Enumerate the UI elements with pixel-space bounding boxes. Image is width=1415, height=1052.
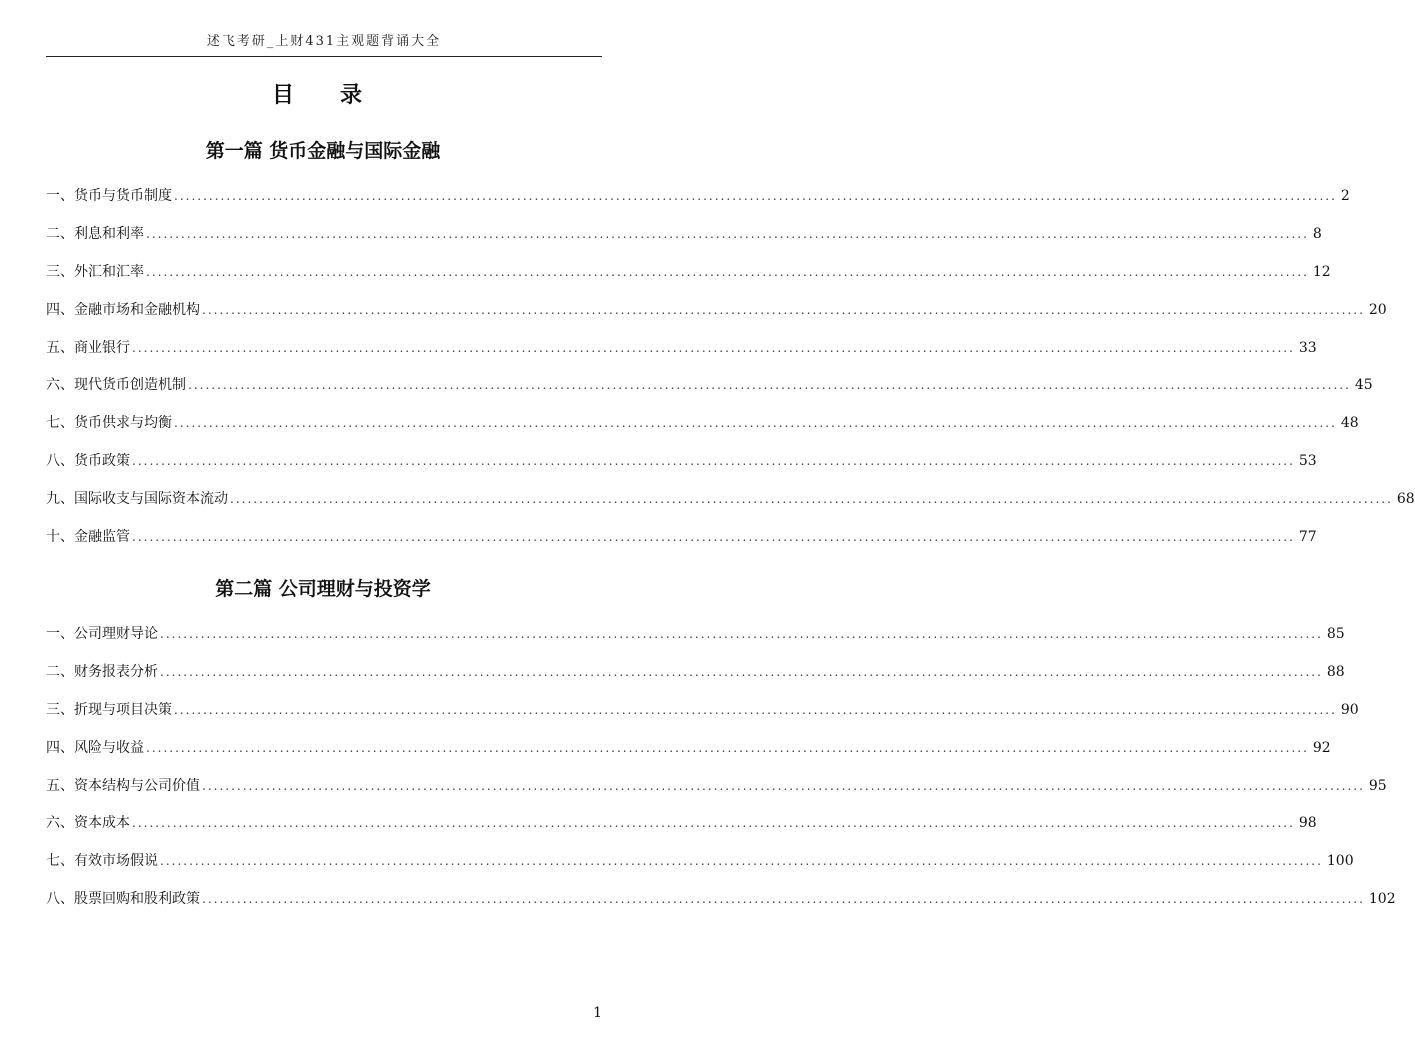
dot-leader: ........................................................................................................................................................................................................: [132, 454, 1295, 469]
toc-entry[interactable]: [46, 375, 1373, 413]
toc-entry-label: 五、资本结构与公司价值: [46, 777, 200, 794]
toc-entry-label: 三、外汇和汇率: [46, 263, 144, 280]
toc-entry-label: 三、折现与项目决策: [46, 701, 172, 718]
toc-entry[interactable]: [46, 262, 1331, 300]
toc-entry[interactable]: [46, 738, 1331, 776]
toc-entry[interactable]: [46, 300, 1387, 338]
toc-entry[interactable]: [46, 224, 1322, 262]
toc-entry-page-number: 95: [1368, 777, 1387, 794]
toc-entry-label: 九、国际收支与国际资本流动: [46, 491, 228, 508]
dot-leader: ........................................................................................................................................................................................................: [174, 189, 1337, 203]
toc-entry-page-number: 8: [1312, 225, 1322, 242]
dot-leader: ........................................................................................................................................................................................................: [202, 892, 1365, 907]
toc-entry[interactable]: [46, 776, 1387, 814]
toc-entry-page-number: 2: [1340, 188, 1350, 204]
dot-leader: ........................................................................................................................................................................................................: [146, 264, 1309, 279]
toc-list-part-1: [46, 186, 1415, 565]
toc-entry-label: 四、金融市场和金融机构: [46, 301, 200, 318]
toc-entry[interactable]: [46, 662, 1345, 700]
toc-entry-page-number: 92: [1312, 739, 1331, 756]
toc-entry[interactable]: [46, 700, 1359, 738]
toc-entry-page-number: 48: [1340, 415, 1359, 432]
toc-list-part-2: [46, 624, 1396, 927]
part-heading-2: 第二篇 公司理财与投资学: [215, 578, 431, 600]
toc-entry-page-number: 102: [1368, 891, 1396, 908]
toc-entry[interactable]: [46, 527, 1317, 565]
dot-leader: ........................................................................................................................................................................................................: [202, 302, 1365, 317]
toc-entry-label: 二、财务报表分析: [46, 663, 158, 680]
dot-leader: ........................................................................................................................................................................................................: [202, 778, 1365, 793]
toc-entry-page-number: 100: [1326, 853, 1354, 870]
toc-entry-page-number: 85: [1326, 626, 1345, 642]
toc-entry-label: 二、利息和利率: [46, 225, 144, 242]
dot-leader: ........................................................................................................................................................................................................: [188, 378, 1351, 393]
toc-entry-label: 五、商业银行: [46, 339, 130, 356]
toc-entry[interactable]: [46, 624, 1345, 662]
toc-entry-page-number: 68: [1396, 491, 1415, 508]
dot-leader: ........................................................................................................................................................................................................: [160, 627, 1323, 641]
toc-entry-page-number: 53: [1298, 453, 1317, 470]
toc-entry-label: 一、货币与货币制度: [46, 188, 172, 204]
toc-entry[interactable]: [46, 451, 1317, 489]
toc-entry-page-number: 12: [1312, 263, 1331, 280]
dot-leader: ........................................................................................................................................................................................................: [230, 492, 1393, 507]
dot-leader: ........................................................................................................................................................................................................: [132, 340, 1295, 355]
toc-entry-label: 八、货币政策: [46, 453, 130, 470]
toc-entry-label: 七、货币供求与均衡: [46, 415, 172, 432]
dot-leader: ........................................................................................................................................................................................................: [132, 816, 1295, 831]
toc-entry[interactable]: [46, 338, 1317, 376]
dot-leader: ........................................................................................................................................................................................................: [160, 664, 1323, 679]
toc-entry-page-number: 33: [1298, 339, 1317, 356]
toc-entry[interactable]: [46, 186, 1350, 224]
toc-entry-page-number: 90: [1340, 701, 1359, 718]
running-header: 述飞考研_上财431主观题背诵大全: [206, 34, 442, 49]
dot-leader: ........................................................................................................................................................................................................: [160, 854, 1323, 869]
toc-entry[interactable]: [46, 813, 1317, 851]
toc-entry-label: 四、风险与收益: [46, 739, 144, 756]
toc-entry-label: 一、公司理财导论: [46, 626, 158, 642]
toc-entry-page-number: 88: [1326, 663, 1345, 680]
toc-entry-label: 六、资本成本: [46, 815, 130, 832]
toc-entry-page-number: 45: [1354, 377, 1373, 394]
toc-entry-page-number: 77: [1298, 529, 1317, 546]
toc-entry[interactable]: [46, 851, 1354, 889]
toc-entry-page-number: 98: [1298, 815, 1317, 832]
toc-entry-label: 六、现代货币创造机制: [46, 377, 186, 394]
toc-entry-label: 八、股票回购和股利政策: [46, 891, 200, 908]
toc-entry-page-number: 20: [1368, 301, 1387, 318]
part-heading-1: 第一篇 货币金融与国际金融: [205, 140, 441, 162]
dot-leader: ........................................................................................................................................................................................................: [132, 530, 1295, 545]
toc-entry[interactable]: [46, 889, 1396, 927]
toc-title: 目 录: [271, 82, 374, 108]
page-number: 1: [593, 1005, 602, 1021]
toc-entry-label: 十、金融监管: [46, 529, 130, 546]
toc-entry[interactable]: [46, 489, 1415, 527]
dot-leader: ........................................................................................................................................................................................................: [146, 226, 1309, 241]
toc-entry-label: 七、有效市场假说: [46, 853, 158, 870]
toc-entry[interactable]: [46, 413, 1359, 451]
dot-leader: ........................................................................................................................................................................................................: [146, 740, 1309, 755]
dot-leader: ........................................................................................................................................................................................................: [174, 416, 1337, 431]
header-divider: [46, 56, 602, 57]
dot-leader: ........................................................................................................................................................................................................: [174, 702, 1337, 717]
